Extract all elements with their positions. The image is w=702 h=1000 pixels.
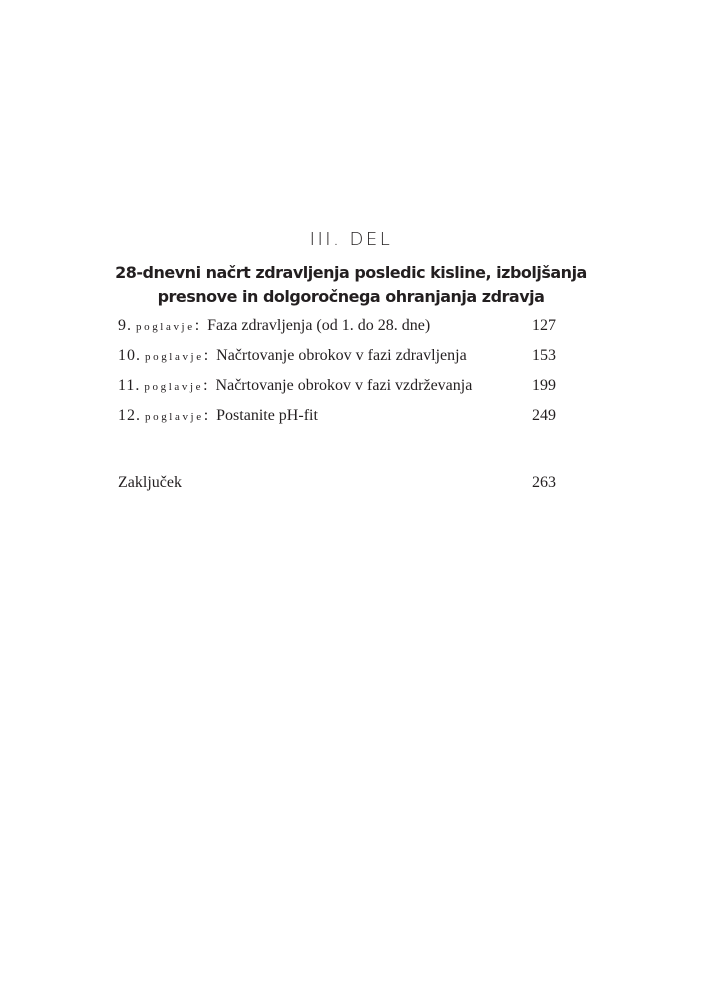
chapter-number: 12. (118, 407, 141, 424)
chapter-title: Načrtovanje obrokov v fazi vzdrževanja (215, 377, 473, 394)
chapter-number: 9. (118, 317, 132, 334)
toc-entry-chapter-11[interactable]: 11. poglavje: Načrtovanje obrokov v fazi vzdrževanja 199 (118, 374, 556, 404)
chapter-number: 11. (118, 377, 141, 394)
table-of-contents (118, 314, 556, 501)
page-number: 199 (532, 377, 556, 394)
page-number: 127 (532, 317, 556, 334)
page-number: 153 (532, 347, 556, 364)
chapter-title: Faza zdravljenja (od 1. do 28. dne) (207, 317, 431, 334)
toc-entry-chapter-9[interactable]: 9. poglavje: Faza zdravljenja (od 1. do 28. dne) 127 (118, 314, 556, 344)
page-number: 263 (532, 474, 556, 491)
part-label: III. DEL (309, 229, 393, 250)
chapter-title: Postanite pH-fit (216, 407, 318, 424)
chapter-title: Načrtovanje obrokov v fazi zdravljenja (216, 347, 467, 364)
chapter-number: 10. (118, 347, 141, 364)
chapter-word: poglavje (136, 321, 195, 333)
toc-entry-conclusion[interactable] (118, 471, 556, 501)
toc-entry-chapter-10[interactable]: 10. poglavje: Načrtovanje obrokov v fazi zdravljenja 153 (118, 344, 556, 374)
toc-entry-chapter-12[interactable]: 12. poglavje: Postanite pH-fit 249 (118, 404, 556, 434)
chapter-word: poglavje (145, 351, 204, 363)
chapter-word: poglavje (144, 381, 204, 393)
part-title: 28-dnevni načrt zdravljenja posledic kisline, izboljšanja presnove in dolgoročnega ohranjanja zdravja (115, 263, 587, 306)
conclusion-title: Zaključek (118, 474, 182, 491)
toc-spacer (118, 434, 556, 471)
chapter-word: poglavje (145, 411, 204, 423)
page-number: 249 (532, 407, 556, 424)
